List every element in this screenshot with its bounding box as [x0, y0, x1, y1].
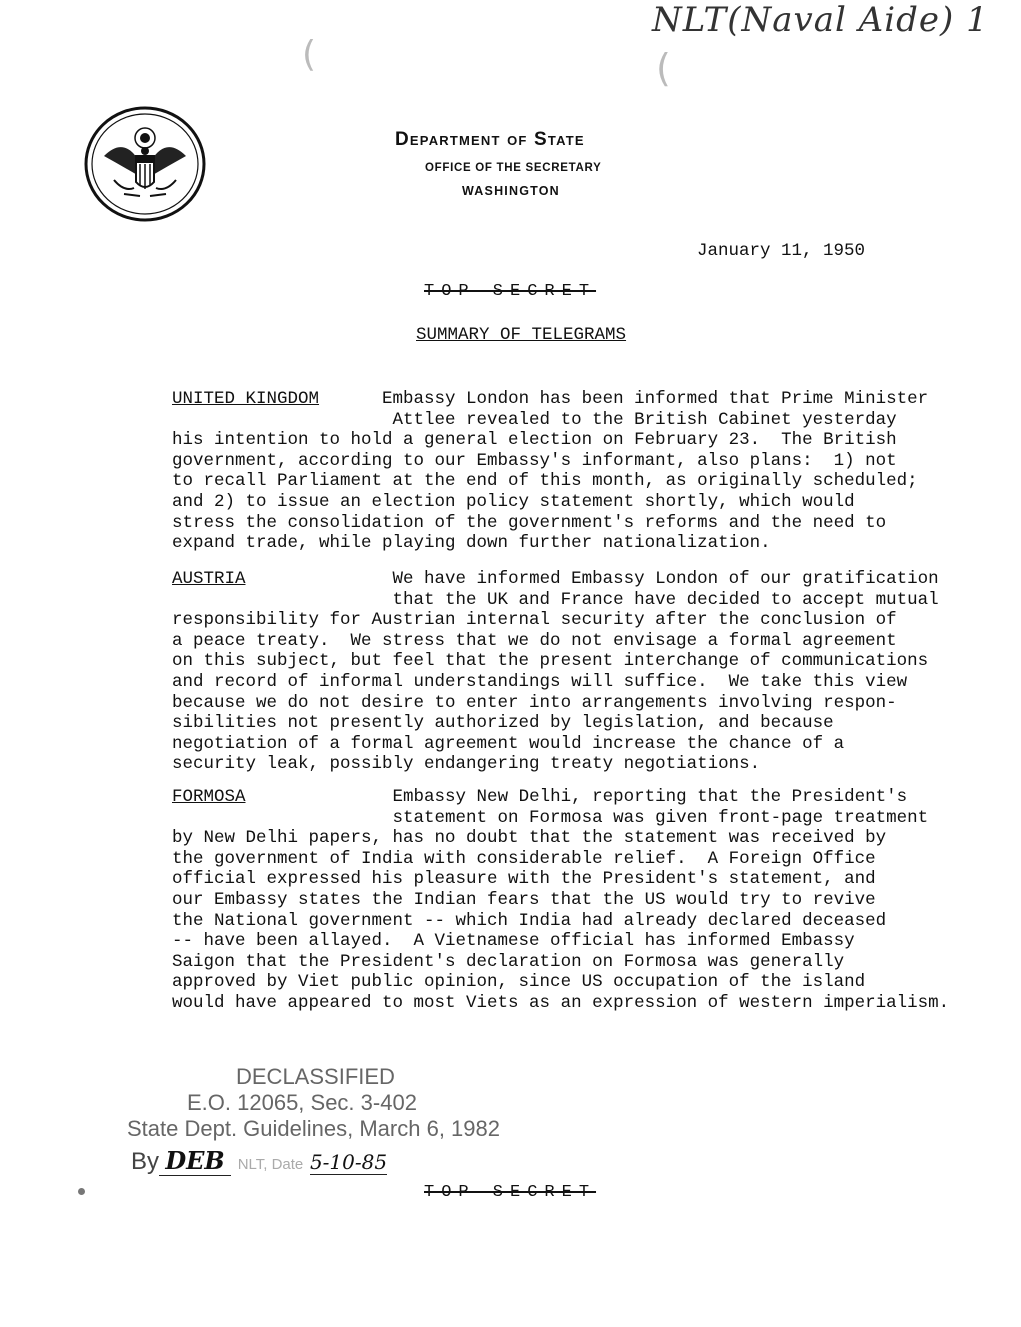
section-formosa	[172, 787, 972, 1014]
section-line: expand trade, while playing down further nationalization.	[172, 533, 771, 554]
section-austria	[172, 569, 972, 775]
section-line: Attlee revealed to the British Cabinet yesterday	[172, 409, 897, 430]
letterhead-city: WASHINGTON	[462, 184, 560, 198]
classification-bottom: TOP SECRET	[424, 1183, 597, 1202]
section-line: security leak, possibly endangering treaty negotiations.	[172, 754, 761, 775]
section-first-text: We have informed Embassy London of our gratification	[392, 569, 939, 589]
paper-speck	[78, 1188, 85, 1195]
classification-top: TOP SECRET	[424, 282, 597, 301]
section-line: stress the consolidation of the government's reforms and the need to	[172, 512, 887, 533]
by-initials: DEB	[159, 1146, 231, 1176]
section-heading: AUSTRIA	[172, 569, 246, 589]
by-faint-text: NLT, Date	[237, 1156, 304, 1173]
section-line: and 2) to issue an election policy statement shortly, which would	[172, 491, 855, 512]
section-heading: FORMOSA	[172, 787, 246, 807]
section-first-line	[172, 389, 972, 410]
section-line: responsibility for Austrian internal security after the conclusion of	[172, 610, 897, 631]
section-line: would have appeared to most Viets as an expression of western imperialism.	[172, 992, 950, 1013]
section-line: that the UK and France have decided to accept mutual	[172, 589, 939, 610]
declassified-label: DECLASSIFIED	[236, 1064, 395, 1089]
section-heading: UNITED KINGDOM	[172, 389, 320, 409]
section-line: to recall Parliament at the end of this month, as originally scheduled;	[172, 471, 918, 492]
handwritten-note: NLT(Naval Aide) 1	[652, 0, 989, 40]
letterhead-office: OFFICE OF THE SECRETARY	[425, 162, 602, 174]
by-prefix: By	[131, 1148, 160, 1175]
declassification-guidelines: State Dept. Guidelines, March 6, 1982	[127, 1116, 500, 1141]
section-line: Saigon that the President's declaration on Formosa was generally	[172, 951, 845, 972]
section-line: and record of informal understandings will suffice. We take this view	[172, 671, 908, 692]
section-first-line	[172, 569, 972, 590]
section-first-text: Embassy London has been informed that Prime Minister	[382, 389, 929, 409]
section-line: -- have been allayed. A Vietnamese official has informed Embassy	[172, 931, 855, 952]
by-date: 5-10-85	[309, 1150, 388, 1174]
section-line: on this subject, but feel that the present interchange of communications	[172, 651, 929, 672]
section-line: because we do not desire to enter into arrangements involving respon-	[172, 692, 897, 713]
section-united-kingdom	[172, 389, 972, 554]
declassification-by-line	[131, 1146, 387, 1176]
section-line: a peace treaty. We stress that we do not envisage a formal agreement	[172, 630, 897, 651]
section-line: negotiation of a formal agreement would increase the chance of a	[172, 733, 845, 754]
section-line: the government of India with considerable relief. A Foreign Office	[172, 848, 876, 869]
summary-title: SUMMARY OF TELEGRAMS	[416, 325, 627, 345]
section-line: our Embassy states the Indian fears that the US would try to revive	[172, 889, 876, 910]
section-line: by New Delhi papers, has no doubt that the statement was received by	[172, 828, 887, 849]
section-line: his intention to hold a general election on February 23. The British	[172, 430, 897, 451]
faint-mark-right: (	[656, 46, 671, 90]
letterhead-department: Department of State	[395, 129, 585, 150]
declassification-authority: E.O. 12065, Sec. 3-402	[187, 1090, 417, 1115]
section-line: the National government -- which India had already declared deceased	[172, 910, 887, 931]
section-first-line	[172, 787, 972, 808]
section-line: statement on Formosa was given front-page treatment	[172, 807, 929, 828]
section-line: official expressed his pleasure with the President's statement, and	[172, 869, 876, 890]
section-line: sibilities not presently authorized by legislation, and because	[172, 713, 834, 734]
section-line: government, according to our Embassy's informant, also plans: 1) not	[172, 450, 897, 471]
document-date: January 11, 1950	[697, 241, 866, 261]
state-department-seal-icon	[84, 106, 206, 222]
section-line: approved by Viet public opinion, since US occupation of the island	[172, 972, 866, 993]
faint-mark-left: (	[302, 34, 317, 75]
section-first-text: Embassy New Delhi, reporting that the President's	[392, 787, 908, 807]
